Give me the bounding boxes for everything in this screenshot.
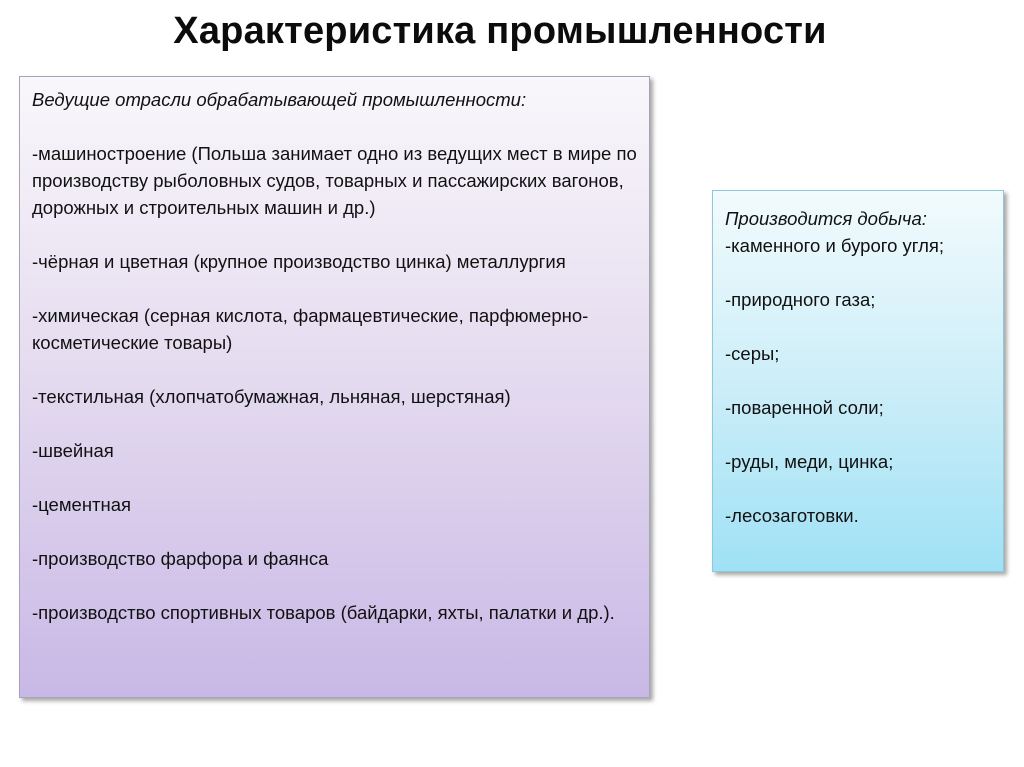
extraction-item: -природного газа; — [725, 289, 876, 310]
extraction-item: -лесозаготовки. — [725, 505, 859, 526]
manufacturing-item: -текстильная (хлопчатобумажная, льняная, шерстяная) — [32, 386, 511, 407]
extraction-item: -каменного и бурого угля; — [725, 235, 945, 256]
extraction-heading: Производится добыча: — [725, 208, 927, 229]
extraction-item: -руды, меди, цинка; — [725, 451, 894, 472]
extraction-item: -поваренной соли; — [725, 397, 884, 418]
manufacturing-item: -производство фарфора и фаянса — [32, 548, 329, 569]
manufacturing-item: -производство спортивных товаров (байдарки, яхты, палатки и др.). — [32, 602, 615, 623]
slide-title: Характеристика промышленности — [173, 10, 827, 52]
manufacturing-item: -машиностроение (Польша занимает одно из ведущих мест в мире по производству рыболовных судов, товарных и пассажирских вагонов, дорожных и строительных машин и др.) — [32, 143, 637, 218]
manufacturing-item: -цементная — [32, 494, 132, 515]
extraction-box — [712, 190, 1004, 572]
manufacturing-heading: Ведущие отрасли обрабатывающей промышленности: — [32, 89, 527, 110]
manufacturing-item: -швейная — [32, 440, 114, 461]
manufacturing-item: -чёрная и цветная (крупное производство цинка) металлургия — [32, 251, 566, 272]
manufacturing-item: -химическая (серная кислота, фармацевтические, парфюмерно-косметические товары) — [32, 305, 589, 353]
manufacturing-industries-box — [19, 76, 650, 698]
extraction-item: -серы; — [725, 343, 780, 364]
